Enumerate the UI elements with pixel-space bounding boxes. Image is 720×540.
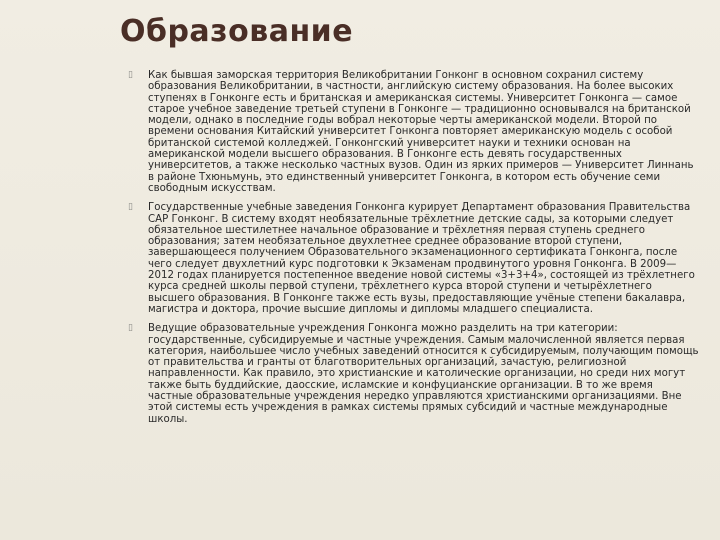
bullet-text: Ведущие образовательные учреждения Гонконга можно разделить на три категории: государственные, субсидируемые и частные учреждения. Самым малочисленной является первая категория, наибольшее число учебных заведений относится к субсидируемым, получающим помощь от правительства и гранты от благотворительных организаций, зачастую, религиозной направленности. Как правило, это христианские и католические организации, но среди них могут также быть буддийские, даосские, исламские и конфуцианские организации. В то же время частные образовательные учреждения нередко управляются христианскими организациями. Вне этой системы есть учреждения в рамках системы прямых субсидий и частные международные школы. xyxy=(148,323,699,425)
bullet-item xyxy=(124,202,699,315)
bullet-marker-icon: ▯ xyxy=(128,323,133,334)
slide-title: Образование xyxy=(120,14,354,49)
bullet-item xyxy=(124,70,699,194)
bullet-text: Как бывшая заморская территория Великобритании Гонконг в основном сохранил систему образования Великобритании, в частности, английскую систему образования. На более высоких ступенях в Гонконге есть и британская и американская системы. Университет Гонконга — самое старое учебное заведение третьей ступени в Гонконге — традиционно основывался на британской модели, однако в последние годы вобрал некоторые черты американской модели. Второй по времени основания Китайский университет Гонконга повторяет американскую модель с особой британской системой колледжей. Гонконгский университет науки и техники основан на американской модели высшего образования. В Гонконге есть девять государственных университетов, а также несколько частных вузов. Один из ярких примеров — Университет Линнань в районе Тхюньмунь, это единственный университет Гонконга, в котором есть обучение семи свободным искусствам. xyxy=(148,70,694,194)
bullet-marker-icon: ▯ xyxy=(128,202,133,213)
bullet-text: Государственные учебные заведения Гонконга курирует Департамент образования Правительства САР Гонконг. В систему входят необязательные трёхлетние детские сады, за которыми следует обязательное шестилетнее начальное образование и трёхлетняя первая ступень среднего образования; затем необязательное двухлетнее среднее образование второй ступени, завершающееся получением Образовательного экзаменационного сертификата Гонконга, после чего следует двухлетний курс подготовки к Экзаменам продвинутого уровня Гонконга. В 2009—2012 годах планируется постепенное введение новой системы «3+3+4», состоящей из трёхлетнего курса средней школы первой ступени, трёхлетнего курса второй ступени и четырёхлетнего высшего образования. В Гонконге также есть вузы, предоставляющие учёные степени бакалавра, магистра и доктора, прочие высшие дипломы и дипломы младшего специалиста. xyxy=(148,202,695,315)
bullet-list xyxy=(124,70,699,433)
bullet-item xyxy=(124,323,699,425)
bullet-marker-icon: ▯ xyxy=(128,70,133,80)
